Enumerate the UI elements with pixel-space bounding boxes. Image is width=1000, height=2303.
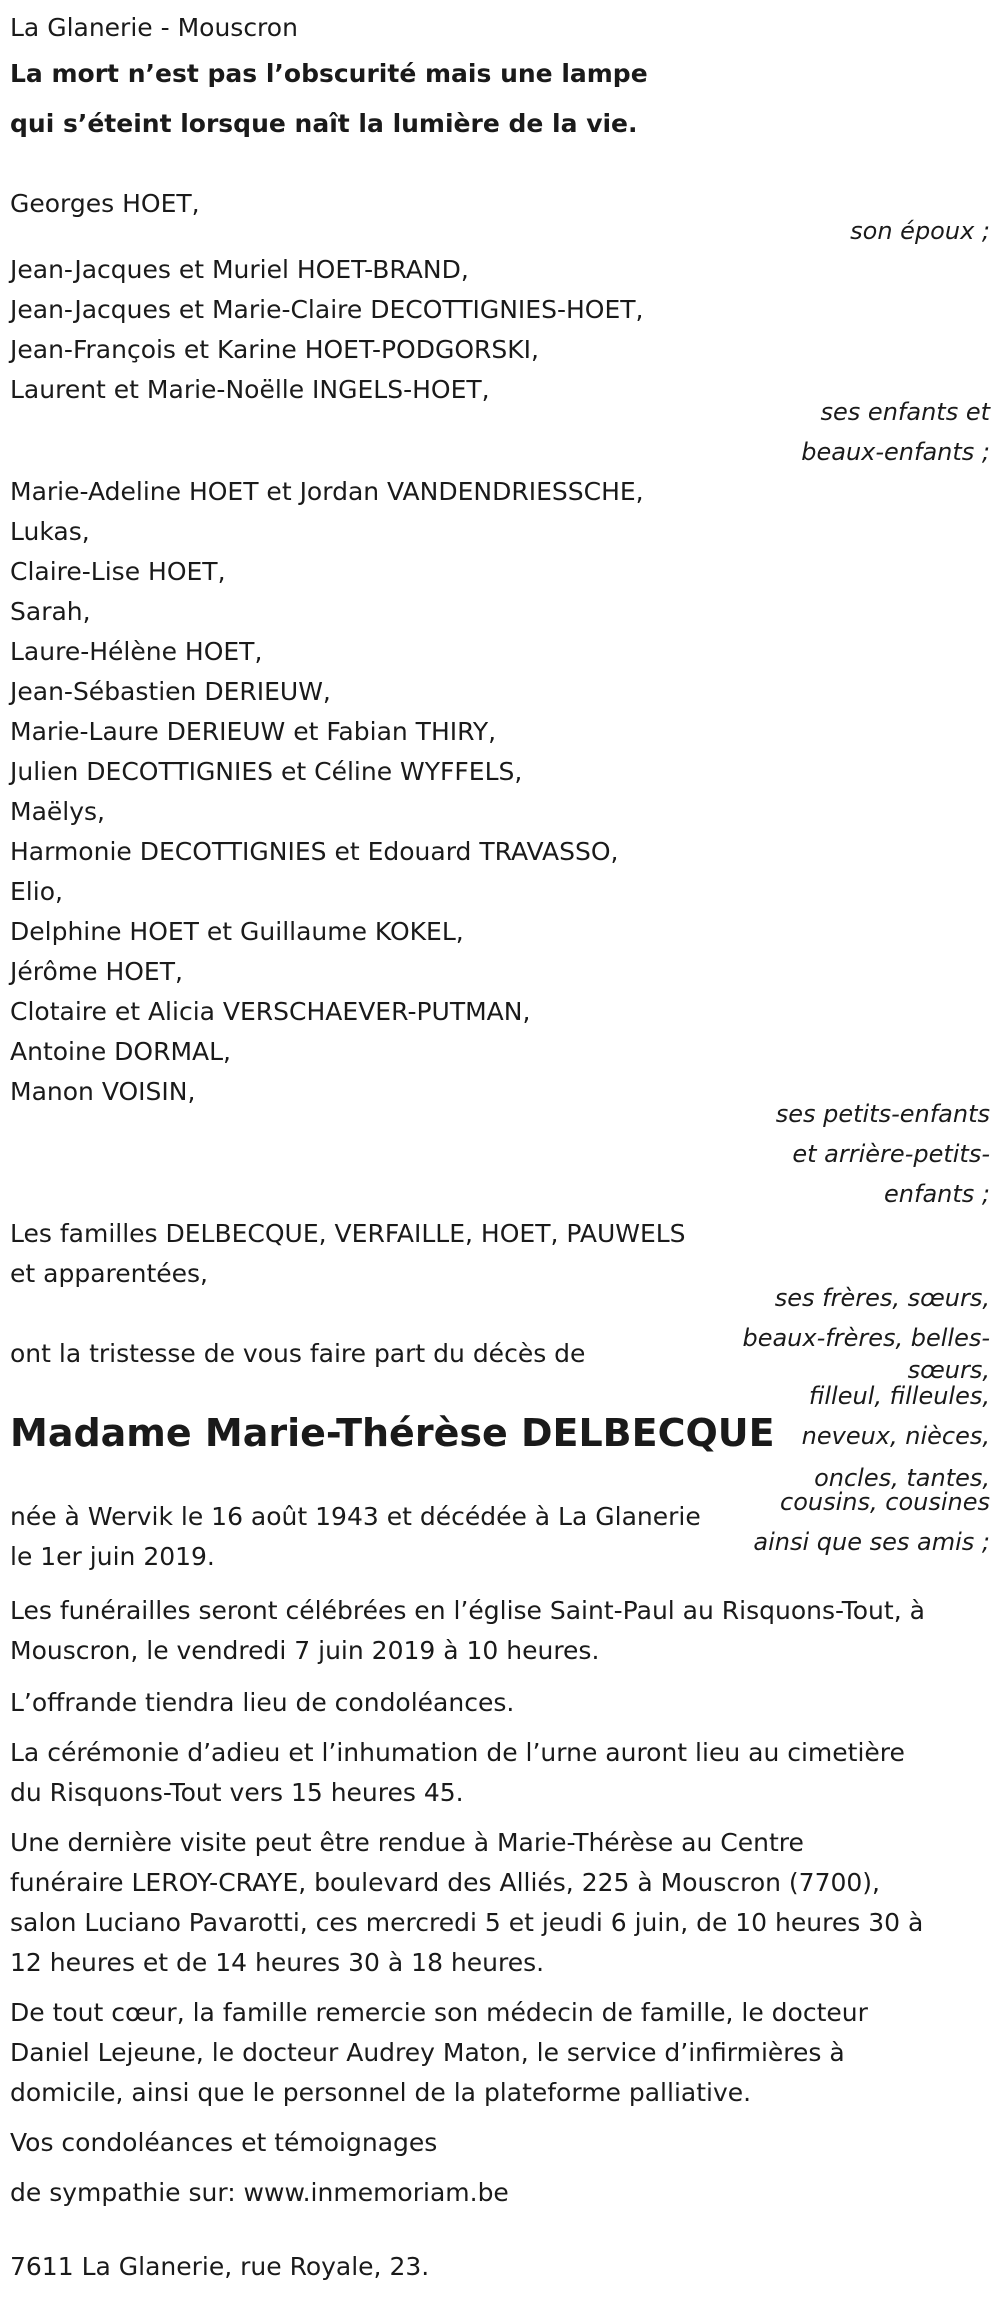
grandchildren-role-line-1: ses petits-enfants xyxy=(775,1100,990,1128)
child-line: Jean-Jacques et Muriel HOET-BRAND, xyxy=(10,255,469,284)
grandchild-line: Maëlys, xyxy=(10,797,105,826)
visit-paragraph-line: 12 heures et de 14 heures 30 à 18 heures. xyxy=(10,1948,545,1977)
ceremony-paragraph-line: du Risquons-Tout vers 15 heures 45. xyxy=(10,1778,464,1807)
families-role-line: sœurs, xyxy=(907,1356,990,1384)
visit-paragraph-line: funéraire LEROY-CRAYE, boulevard des Alliés, 225 à Mouscron (7700), xyxy=(10,1868,881,1897)
funeral-paragraph-line: Les funérailles seront célébrées en l’église Saint-Paul au Risquons-Tout, à xyxy=(10,1596,925,1625)
child-line: Jean-François et Karine HOET-PODGORSKI, xyxy=(10,335,539,364)
families-role-line: beaux-frères, belles- xyxy=(742,1324,990,1352)
grandchild-line: Elio, xyxy=(10,877,63,906)
grandchild-line: Lukas, xyxy=(10,517,90,546)
child-line: Jean-Jacques et Marie-Claire DECOTTIGNIES-HOET, xyxy=(10,295,644,324)
grandchild-line: Clotaire et Alicia VERSCHAEVER-PUTMAN, xyxy=(10,997,531,1026)
spouse-name: Georges HOET, xyxy=(10,189,200,218)
families-line-1: Les familles DELBECQUE, VERFAILLE, HOET, PAUWELS xyxy=(10,1219,686,1248)
grandchildren-role-line-3: enfants ; xyxy=(884,1180,990,1208)
grandchild-line: Sarah, xyxy=(10,597,91,626)
families-role-line: cousins, cousines xyxy=(780,1488,990,1516)
condolences-line-2: de sympathie sur: www.inmemoriam.be xyxy=(10,2178,509,2207)
families-line-2: et apparentées, xyxy=(10,1259,208,1288)
grandchild-line: Jean-Sébastien DERIEUW, xyxy=(10,677,331,706)
grandchild-line: Antoine DORMAL, xyxy=(10,1037,232,1066)
address: 7611 La Glanerie, rue Royale, 23. xyxy=(10,2252,430,2281)
birth-death-line-1: née à Wervik le 16 août 1943 et décédée à La Glanerie xyxy=(10,1502,701,1531)
families-role-line: ainsi que ses amis ; xyxy=(753,1528,990,1556)
deceased-name: Madame Marie-Thérèse DELBECQUE xyxy=(10,1411,775,1455)
ceremony-paragraph-line: La cérémonie d’adieu et l’inhumation de l’urne auront lieu au cimetière xyxy=(10,1738,905,1767)
children-role-line-2: beaux-enfants ; xyxy=(801,438,990,466)
families-role-line: ses frères, sœurs, xyxy=(774,1284,990,1312)
grandchild-line: Julien DECOTTIGNIES et Céline WYFFELS, xyxy=(10,757,523,786)
grandchild-line: Delphine HOET et Guillaume KOKEL, xyxy=(10,917,464,946)
announcement-text: ont la tristesse de vous faire part du décès de xyxy=(10,1339,586,1368)
funeral-paragraph-line: Mouscron, le vendredi 7 juin 2019 à 10 heures. xyxy=(10,1636,600,1665)
thanks-paragraph-line: domicile, ainsi que le personnel de la plateforme palliative. xyxy=(10,2078,752,2107)
visit-paragraph-line: salon Luciano Pavarotti, ces mercredi 5 et jeudi 6 juin, de 10 heures 30 à xyxy=(10,1908,924,1937)
location-header: La Glanerie - Mouscron xyxy=(10,13,298,42)
birth-death-line-2: le 1er juin 2019. xyxy=(10,1542,215,1571)
families-role-line: filleul, filleules, xyxy=(808,1382,990,1410)
spouse-role: son époux ; xyxy=(850,217,990,245)
children-role-line-1: ses enfants et xyxy=(820,398,990,426)
grandchild-line: Jérôme HOET, xyxy=(10,957,183,986)
grandchildren-role-line-2: et arrière-petits- xyxy=(792,1140,990,1168)
thanks-paragraph-line: De tout cœur, la famille remercie son médecin de famille, le docteur xyxy=(10,1998,868,2027)
child-line: Laurent et Marie-Noëlle INGELS-HOET, xyxy=(10,375,490,404)
grandchild-line: Marie-Adeline HOET et Jordan VANDENDRIESSCHE, xyxy=(10,477,644,506)
motto-line-1: La mort n’est pas l’obscurité mais une lampe xyxy=(10,59,648,88)
offering-paragraph-line: L’offrande tiendra lieu de condoléances. xyxy=(10,1688,515,1717)
grandchild-line: Harmonie DECOTTIGNIES et Edouard TRAVASSO, xyxy=(10,837,619,866)
grandchild-line: Manon VOISIN, xyxy=(10,1077,196,1106)
grandchild-line: Laure-Hélène HOET, xyxy=(10,637,263,666)
condolences-line-1: Vos condoléances et témoignages xyxy=(10,2128,438,2157)
grandchild-line: Claire-Lise HOET, xyxy=(10,557,226,586)
motto-line-2: qui s’éteint lorsque naît la lumière de la vie. xyxy=(10,109,638,138)
families-role-line: oncles, tantes, xyxy=(814,1464,990,1492)
grandchild-line: Marie-Laure DERIEUW et Fabian THIRY, xyxy=(10,717,497,746)
visit-paragraph-line: Une dernière visite peut être rendue à Marie-Thérèse au Centre xyxy=(10,1828,804,1857)
thanks-paragraph-line: Daniel Lejeune, le docteur Audrey Maton, le service d’infirmières à xyxy=(10,2038,845,2067)
families-role-line: neveux, nièces, xyxy=(801,1422,990,1450)
